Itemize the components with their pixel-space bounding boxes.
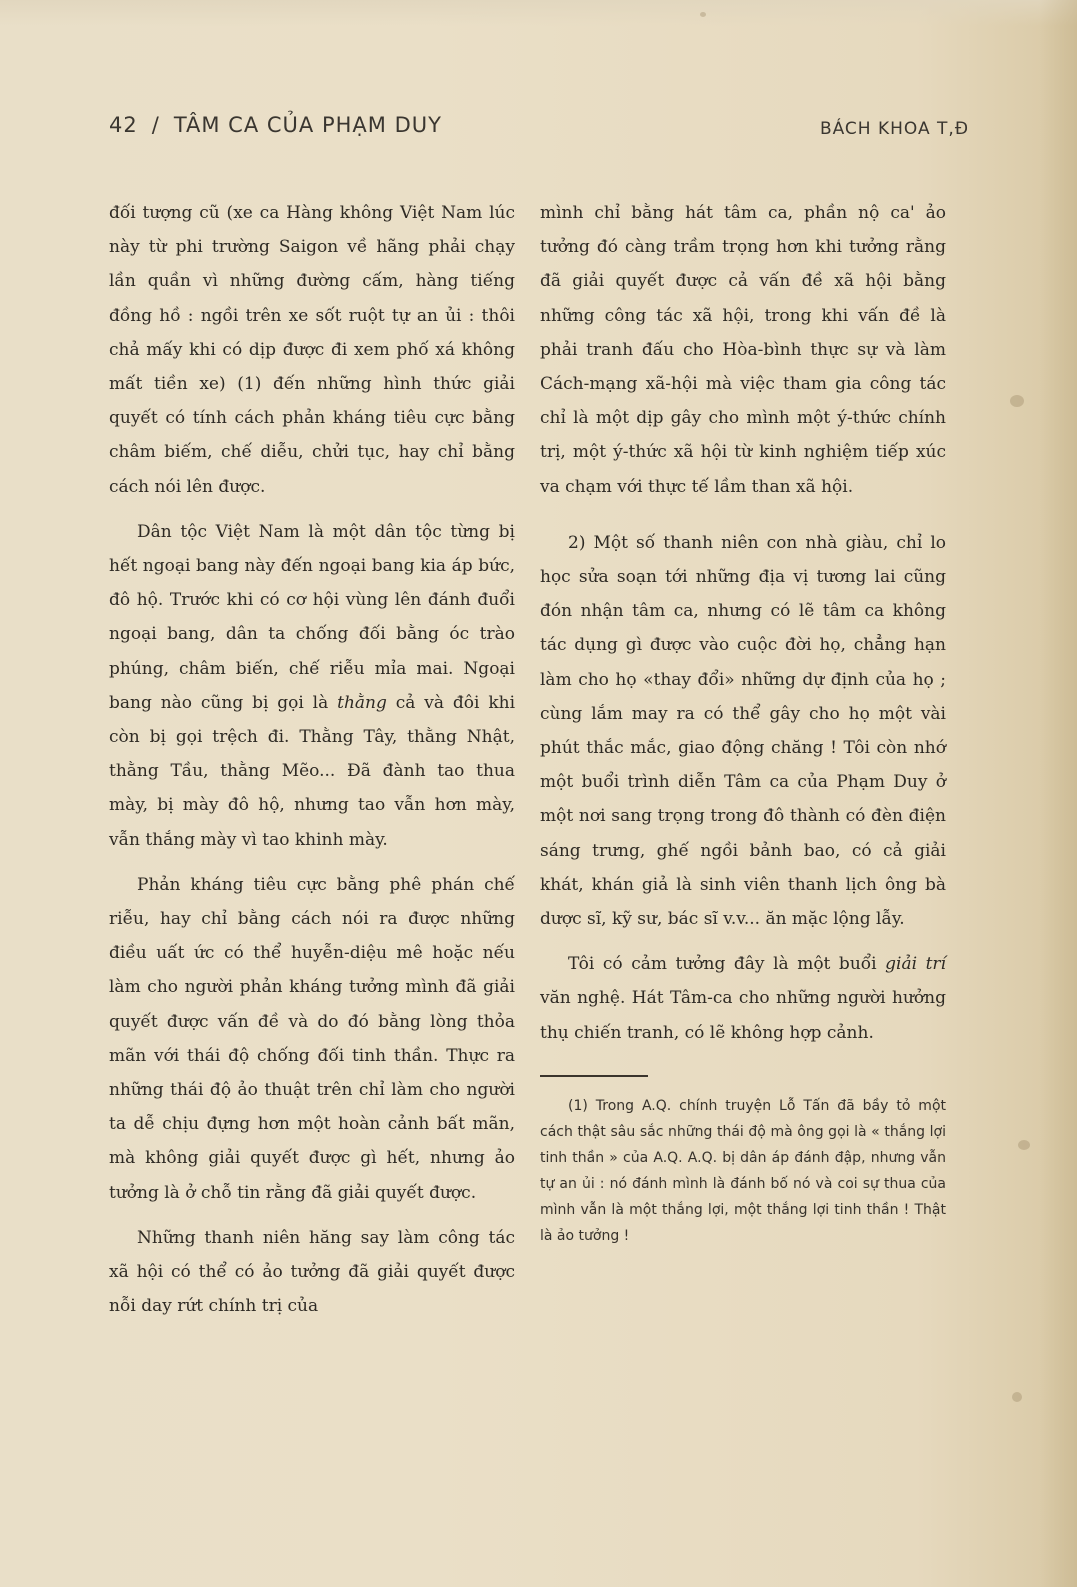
paper-stain (1010, 395, 1024, 407)
right-column (540, 196, 946, 1249)
footnote (540, 1093, 946, 1249)
page-number: 42 (109, 113, 138, 137)
paper-edge-top (0, 0, 1077, 26)
footnote-text: (1) Trong A.Q. chính truyện Lỗ Tấn đã bầy tỏ một cách thật sâu sắc những thái độ mà ông gọi là « thắng lợi tinh thần » của A.Q. A.Q. bị dân áp đánh đập, nhưng vẫn tự an ủi : nó đánh mình là đánh bố nó và coi sự thua của mình vẫn là một thắng lợi, một thắng lợi tinh thần ! Thật là ảo tưởng ! (540, 1097, 946, 1244)
paragraph-text: văn nghệ. Hát Tâm-ca cho những người hưởng thụ chiến tranh, có lẽ không hợp cảnh. (540, 988, 946, 1043)
paper-stain (700, 12, 706, 17)
italic-word: thằng (337, 692, 387, 713)
paragraph-text: Dân tộc Việt Nam là một dân tộc từng bị hết ngoại bang này đến ngoại bang kia áp bức, đô hộ. Trước khi có cơ hội vùng lên đánh đuổi ngoại bang, dân ta chống đối bằng óc trào phúng, châm biến, chế riễu mỉa mai. Ngoại bang nào cũng bị gọi là (109, 521, 515, 713)
paragraph (540, 947, 946, 1050)
footnote-rule (540, 1075, 648, 1077)
left-column (109, 196, 515, 1324)
paragraph: mình chỉ bằng hát tâm ca, phần nộ ca' ảo tưởng đó càng trầm trọng hơn khi tưởng rằng đã giải quyết được cả vấn đề xã hội bằng những công tác xã hội, trong khi vấn đề là phải tranh đấu cho Hòa-bình thực sự và làm Cách-mạng xã-hội mà việc tham gia công tác chỉ là một dịp gây cho mình một ý-thức chính trị, một ý-thức xã hội từ kinh nghiệm tiếp xúc va chạm với thực tế lầm than xã hội. (540, 203, 946, 497)
paragraph (109, 515, 515, 857)
running-header (109, 113, 969, 143)
paragraph: 2) Một số thanh niên con nhà giàu, chỉ lo học sửa soạn tới những địa vị tương lai cũng đón nhận tâm ca, nhưng có lẽ tâm ca không tác dụng gì được vào cuộc đời họ, chẳng hạn làm cho họ «thay đổi» những dự định của họ ; cùng lắm may ra có thể gây cho họ một vài phút thắc mắc, giao động chăng ! Tôi còn nhớ một buổi trình diễn Tâm ca của Phạm Duy ở một nơi sang trọng trong đô thành có đèn điện sáng trưng, ghế ngồi bảnh bao, có cả giải khát, khán giả là sinh viên thanh lịch ông bà dược sĩ, kỹ sư, bác sĩ v.v... ăn mặc lộng lẫy. (540, 532, 946, 930)
header-left (109, 113, 442, 137)
paragraph: đối tượng cũ (xe ca Hàng không Việt Nam lúc này từ phi trường Saigon về hãng phải chạy lần quần vì những đường cấm, hàng tiếng đồng hồ : ngồi trên xe sốt ruột tự an ủi : thôi chả mấy khi có dịp được đi xem phố xá không mất tiền xe) (1) đến những hình thức giải quyết có tính cách phản kháng tiêu cực bằng châm biếm, chế diễu, chửi tục, hay chỉ bằng cách nói lên được. (109, 203, 515, 497)
paper-stain (1012, 1392, 1022, 1402)
paragraph-text: Tôi có cảm tưởng đây là một buổi (568, 954, 877, 975)
header-separator: / (151, 113, 160, 137)
paper-edge-right (1039, 0, 1077, 1587)
paragraph: Phản kháng tiêu cực bằng phê phán chế riễu, hay chỉ bằng cách nói ra được những điều uất ức có thể huyễn-diệu mê hoặc nếu làm cho người phản kháng tưởng mình đã giải quyết được vấn đề và do đó bằng lòng thỏa mãn với thái độ chống đối tinh thần. Thực ra những thái độ ảo thuật trên chỉ làm cho người ta dễ chịu đựng hơn một hoàn cảnh bất mãn, mà không giải quyết được gì hết, nhưng ảo tưởng là ở chỗ tin rằng đã giải quyết được. (109, 874, 515, 1203)
paragraph: Những thanh niên hăng say làm công tác xã hội có thể có ảo tưởng đã giải quyết được nỗi day rứt chính trị của (109, 1227, 515, 1317)
paper-stain (1018, 1140, 1030, 1150)
publication-name: BÁCH KHOA T,Đ (819, 119, 969, 139)
paragraph-text: cả và đôi khi còn bị gọi trệch đi. Thằng Tây, thằng Nhật, thằng Tầu, thằng Mẽo... Đã đành tao thua mày, bị mày đô hộ, nhưng tao vẫn hơn mày, vẫn thắng mày vì tao khinh mày. (109, 692, 516, 850)
book-title: TÂM CA CỦA PHẠM DUY (173, 113, 442, 137)
italic-word: giải trí (885, 954, 946, 975)
